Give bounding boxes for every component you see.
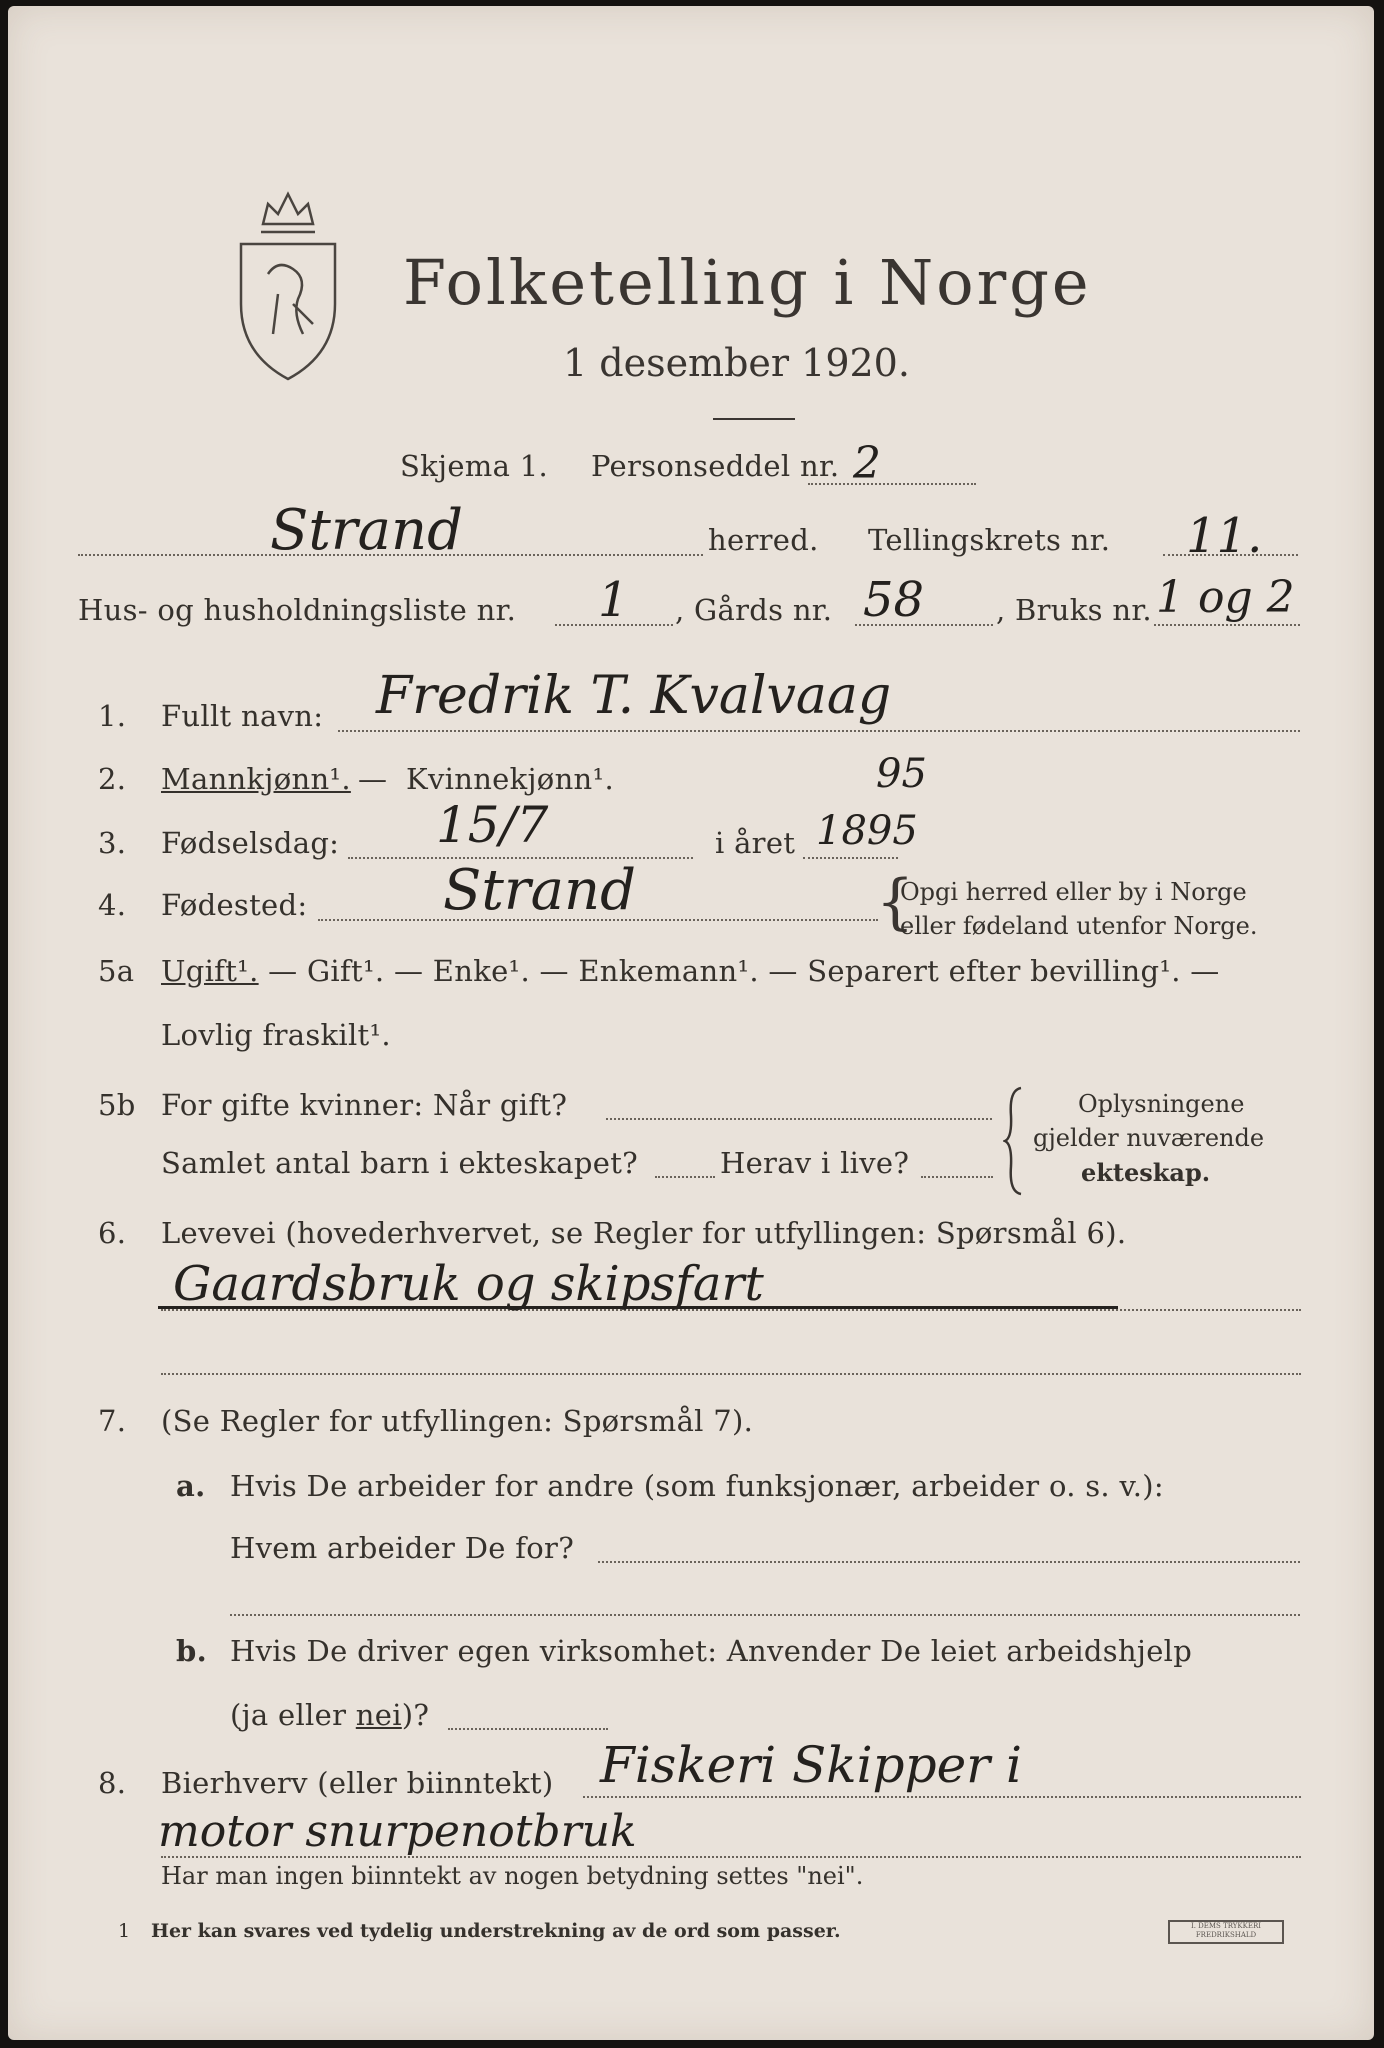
q7b-line2 xyxy=(230,1698,429,1732)
q1-number: 1. xyxy=(98,699,127,733)
q7-label: (Se Regler for utfyllingen: Spørsmål 7). xyxy=(161,1404,754,1438)
q5b-line1: For gifte kvinner: Når gift? xyxy=(161,1088,568,1122)
q3-year-field xyxy=(803,857,898,859)
q8-field-1 xyxy=(583,1796,1301,1798)
q6-field-2 xyxy=(161,1373,1301,1375)
q5b-married-field xyxy=(606,1118,992,1120)
q7b-nei: nei xyxy=(355,1698,402,1732)
q6-number: 6. xyxy=(98,1216,127,1250)
title-divider xyxy=(713,418,795,420)
q5b-note3: ekteskap. xyxy=(1081,1158,1211,1187)
personseddel-field xyxy=(808,483,976,485)
q7a-field-2 xyxy=(230,1614,1300,1616)
q5a-line2: Lovlig fraskilt¹. xyxy=(161,1018,391,1052)
q7b-line2c: )? xyxy=(401,1698,430,1732)
q7a-number: a. xyxy=(176,1469,206,1503)
q5b-brace xyxy=(1003,1086,1025,1196)
schema-label: Skjema 1. xyxy=(400,449,548,483)
q6-value: Gaardsbruk og skipsfart xyxy=(173,1256,764,1312)
q8-value-line1: Fiskeri Skipper i xyxy=(600,1736,1022,1794)
gards-label: , Gårds nr. xyxy=(675,593,833,627)
q5a-ugift: Ugift¹. xyxy=(161,954,259,988)
personseddel-label: Personseddel nr. xyxy=(591,449,840,483)
q3-day-value: 15/7 xyxy=(436,796,549,854)
footnote-mark: 1 xyxy=(118,1920,131,1942)
bruks-field xyxy=(1154,624,1300,626)
gards-value: 58 xyxy=(863,572,925,628)
q5a-line1 xyxy=(161,954,1220,988)
stamp-line2: FREDRIKSHALD xyxy=(1195,1931,1257,1939)
q1-label: Fullt navn: xyxy=(161,699,324,733)
printer-stamp xyxy=(1168,1920,1284,1944)
q1-field xyxy=(338,730,1300,732)
q5b-alive-field xyxy=(921,1176,993,1178)
q3-label: Fødselsdag: xyxy=(161,826,340,860)
q8-label: Bierhverv (eller biinntekt) xyxy=(161,1766,554,1800)
q4-brace: { xyxy=(876,867,915,937)
coat-of-arms-icon xyxy=(233,184,343,384)
q3-year-correction: 95 xyxy=(876,751,927,797)
q5a-rest: — Gift¹. — Enke¹. — Enkemann¹. — Separert efter bevilling¹. — xyxy=(258,954,1220,988)
q2-male: Mannkjønn¹. xyxy=(161,762,351,796)
personseddel-value: 2 xyxy=(853,438,881,489)
q7-number: 7. xyxy=(98,1404,127,1438)
herred-value: Strand xyxy=(270,498,463,563)
q3-number: 3. xyxy=(98,826,127,860)
stamp-line1: I. DEMS TRYKKERI xyxy=(1190,1922,1262,1930)
q2-number: 2. xyxy=(98,762,127,796)
q4-value: Strand xyxy=(443,858,636,923)
q1-value: Fredrik T. Kvalvaag xyxy=(376,666,892,726)
form-title: Folketelling i Norge xyxy=(403,246,1092,319)
q5b-note2: gjelder nuværende xyxy=(1033,1124,1265,1152)
q2-sep: — xyxy=(358,762,388,796)
hus-value: 1 xyxy=(598,572,629,628)
q5b-line2a: Samlet antal barn i ekteskapet? xyxy=(161,1146,638,1180)
q4-number: 4. xyxy=(98,888,127,922)
q7b-number: b. xyxy=(176,1634,207,1668)
q5a-number: 5a xyxy=(98,954,135,988)
q6-label: Levevei (hovederhvervet, se Regler for utfyllingen: Spørsmål 6). xyxy=(161,1216,1127,1250)
q5b-number: 5b xyxy=(98,1088,136,1122)
q4-note-line2: eller fødeland utenfor Norge. xyxy=(900,912,1258,940)
q8-value-line2: motor snurpenotbruk xyxy=(158,1806,637,1857)
footnote-text: Her kan svares ved tydelig understrekning av de ord som passer. xyxy=(151,1920,841,1942)
q6-value-underline xyxy=(158,1306,1118,1309)
tellingskrets-value: 11. xyxy=(1186,508,1263,564)
q5b-note1: Oplysningene xyxy=(1078,1090,1245,1118)
q7a-line1: Hvis De arbeider for andre (som funksjonær, arbeider o. s. v.): xyxy=(230,1469,1164,1503)
q5b-children-field xyxy=(655,1176,715,1178)
q3-year-value: 1895 xyxy=(816,808,918,854)
q7a-line2: Hvem arbeider De for? xyxy=(230,1531,575,1565)
q3-year-label: i året xyxy=(715,826,796,860)
census-date: 1 desember 1920. xyxy=(563,341,910,385)
census-form xyxy=(8,6,1374,2040)
q5b-line2b: Herav i live? xyxy=(720,1146,910,1180)
q7b-line1: Hvis De driver egen virksomhet: Anvender De leiet arbeidshjelp xyxy=(230,1634,1193,1668)
hus-label: Hus- og husholdningsliste nr. xyxy=(78,593,517,627)
bruks-value: 1 og 2 xyxy=(1156,572,1295,623)
q7b-line2a: (ja eller xyxy=(230,1698,356,1732)
q4-note-line1: Opgi herred eller by i Norge xyxy=(900,878,1247,906)
q8-number: 8. xyxy=(98,1766,127,1800)
q7a-field-1 xyxy=(598,1561,1300,1563)
q7b-field xyxy=(448,1728,608,1730)
tellingskrets-label: Tellingskrets nr. xyxy=(868,523,1111,557)
q8-note: Har man ingen biinntekt av nogen betydning settes "nei". xyxy=(161,1862,864,1890)
bruks-label: , Bruks nr. xyxy=(996,593,1152,627)
q4-label: Fødested: xyxy=(161,888,308,922)
herred-label: herred. xyxy=(708,523,819,557)
q2-female: Kvinnekjønn¹. xyxy=(406,762,614,796)
